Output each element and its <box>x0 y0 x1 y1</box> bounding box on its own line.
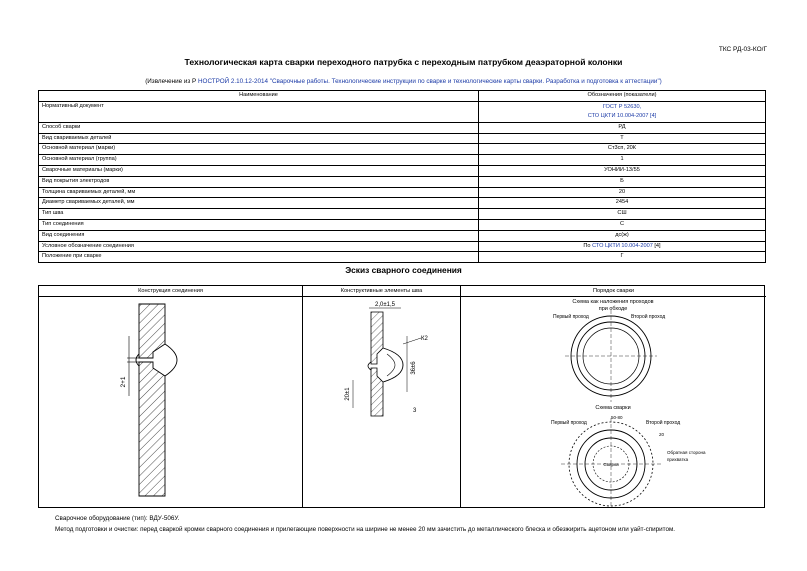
scheme-first-pass: Первый проход <box>551 420 587 426</box>
table-row <box>39 122 766 133</box>
row-value: РД <box>479 122 766 133</box>
k-dimension: 3 <box>413 408 417 414</box>
value-suffix: [4] <box>652 242 661 249</box>
parameters-table <box>38 90 766 263</box>
row-value: 2454 <box>479 198 766 209</box>
row-name: Толщина свариваемых деталей, мм <box>39 187 479 198</box>
col-header-order: Порядок сварки <box>461 286 766 297</box>
row-value: СШ <box>479 209 766 220</box>
row-value: дс(ж) <box>479 230 766 241</box>
row-name: Вид покрытия электродов <box>39 176 479 187</box>
scheme-title: Схема сварки <box>595 405 631 411</box>
col-header-elements: Конструктивные элементы шва <box>303 286 460 297</box>
table-row <box>39 101 766 122</box>
row-name: Условное обозначение соединения <box>39 241 479 252</box>
table-row <box>39 176 766 187</box>
scheme-second-pass: Второй проход <box>646 420 681 426</box>
table-row <box>39 241 766 252</box>
row-name: Вид соединения <box>39 230 479 241</box>
table-row <box>39 198 766 209</box>
table-header-row <box>39 91 766 102</box>
row-name: Положение при сварке <box>39 252 479 263</box>
document-code: ТКС РД-03-КО/Г <box>718 46 767 53</box>
row-value: Б <box>479 176 766 187</box>
source-reference <box>0 78 807 85</box>
page-title: Технологическая карта сварки переходного патрубка с переходным патрубком деаэраторной колонки <box>184 57 623 67</box>
sketch-col-order <box>461 286 766 507</box>
sketch-col-elements <box>303 286 461 507</box>
row-value: 20 <box>479 187 766 198</box>
row-value: Г <box>479 252 766 263</box>
first-pass-label: Первый проход <box>553 314 589 320</box>
gap-dimension: 2+1 <box>120 376 127 388</box>
row-value <box>479 101 766 122</box>
col-header-name: Наименование <box>39 91 479 102</box>
col-header-value: Обозначения (показатели) <box>479 91 766 102</box>
scheme-weld-label: Сварка <box>603 462 619 467</box>
scheme-dimension: 50-80 <box>611 415 623 420</box>
source-prefix: (Извлечение из Р <box>145 78 198 85</box>
table-row <box>39 252 766 263</box>
gost-link[interactable]: ГОСТ Р 52630, <box>602 103 642 110</box>
table-row <box>39 230 766 241</box>
row-name: Диаметр свариваемых деталей, мм <box>39 198 479 209</box>
sketch-col-construction <box>39 286 303 507</box>
bevel-dimension: 2,0±1,5 <box>375 302 395 308</box>
row-name: Вид свариваемых деталей <box>39 133 479 144</box>
table-row <box>39 165 766 176</box>
height-dimension: 36±6 <box>411 361 417 375</box>
table-row <box>39 219 766 230</box>
table-row <box>39 133 766 144</box>
k-mark: К2 <box>421 336 428 342</box>
row-name: Способ сварки <box>39 122 479 133</box>
weld-elements-drawing <box>303 296 461 508</box>
row-name: Основной материал (группа) <box>39 155 479 166</box>
cleaning-method-note: Метод подготовки и очистки: перед сваркой кромки сварного соединения и прилегающие поверхности на ширине не менее 20 мм зачистить до металлического блеска и обезжирить ацетоном или уайт-спиритом. <box>55 526 676 533</box>
value-prefix: По <box>583 242 593 249</box>
row-value: С <box>479 219 766 230</box>
second-pass-label: Второй проход <box>631 314 666 320</box>
row-name: Нормативный документ <box>39 101 479 122</box>
col-header-construction: Конструкция соединения <box>39 286 302 297</box>
equipment-note: Сварочное оборудование (тип): ВДУ-506У. <box>55 515 180 522</box>
order-title-line2: при обходе <box>598 306 628 312</box>
scheme-20: 20 <box>659 432 665 437</box>
row-value: УОНИИ-13/55 <box>479 165 766 176</box>
welding-order-drawing <box>461 296 766 508</box>
source-link-nostroy[interactable]: НОСТРОЙ 2.10.12-2014 <box>198 78 268 85</box>
row-value <box>479 241 766 252</box>
sto-link[interactable]: СТО ЦКТИ 10.004-2007 [4] <box>587 112 657 119</box>
source-rest: "Сварочные работы. Технологические инструкции по сварке и технологические карты сварки. Разработка и подготовка к аттестации") <box>267 78 662 85</box>
root-dimension: 20±1 <box>345 387 351 401</box>
row-value: Ст3сп, 20К <box>479 144 766 155</box>
scheme-tack: прихватка <box>667 457 689 462</box>
row-name: Сварочные материалы (марки) <box>39 165 479 176</box>
order-title-line1: Схема как наложения проходов <box>572 299 654 305</box>
table-row <box>39 209 766 220</box>
table-row <box>39 187 766 198</box>
table-row <box>39 155 766 166</box>
row-name: Тип шва <box>39 209 479 220</box>
row-name: Тип соединения <box>39 219 479 230</box>
row-value: Т <box>479 133 766 144</box>
row-value: 1 <box>479 155 766 166</box>
table-row <box>39 144 766 155</box>
row-name: Основной материал (марки) <box>39 144 479 155</box>
sto-link[interactable]: СТО ЦКТИ 10.004-2007 <box>592 242 653 249</box>
joint-construction-drawing <box>39 296 303 508</box>
sketch-table <box>38 285 765 508</box>
sketch-title: Эскиз сварного соединения <box>345 265 462 275</box>
scheme-side: Обратная сторона <box>667 450 706 455</box>
